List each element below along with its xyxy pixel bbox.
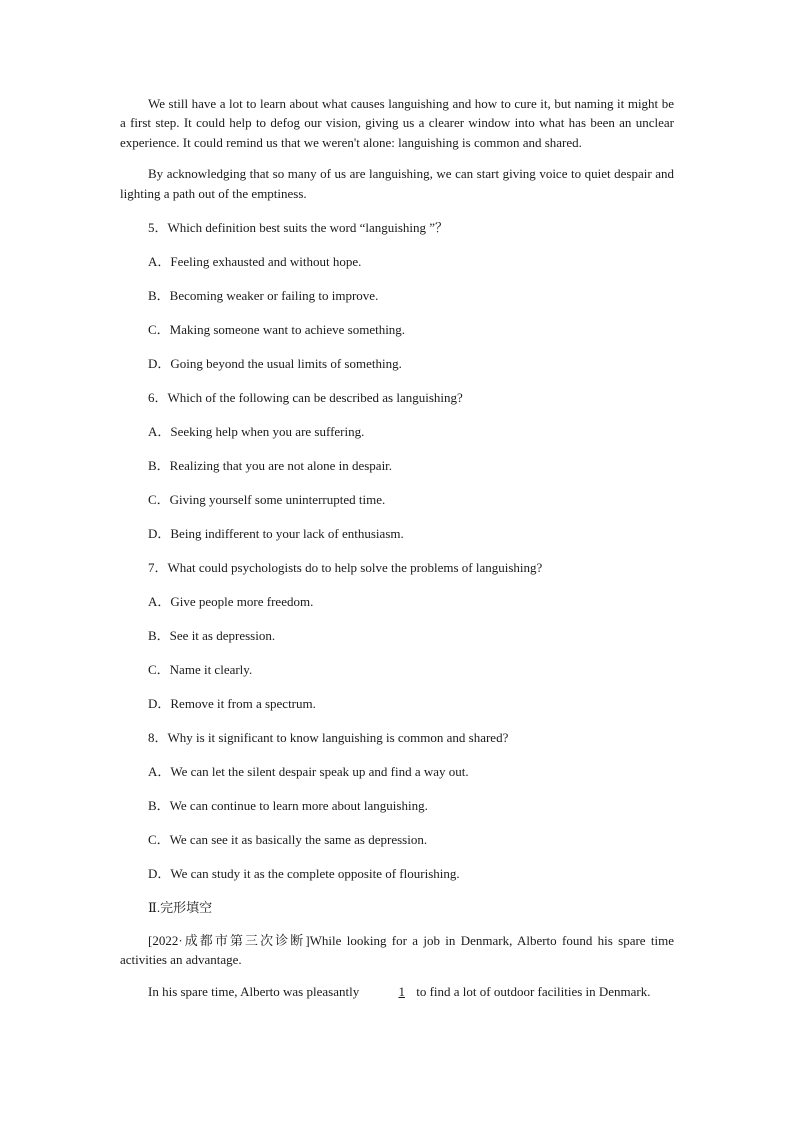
cloze-text-after: to find a lot of outdoor facilities in Denmark. <box>412 983 651 999</box>
option-c: C．Making someone want to achieve something. <box>148 321 406 337</box>
option-b: B．Realizing that you are not alone in despair. <box>148 457 393 473</box>
option-b: B．Becoming weaker or failing to improve. <box>148 287 379 303</box>
cloze-first-line <box>120 982 674 1001</box>
question-stem: 8．Why is it significant to know languishing is common and shared? <box>148 729 509 745</box>
question-8 <box>120 728 674 883</box>
passage-paragraph-1: We still have a lot to learn about what causes languishing and how to cure it, but naming it might be a first step. It could help to defog our vision, giving us a clearer window into what has been an unclear experience. It could remind us that we weren't alone: languishing is common and shared. <box>120 96 674 150</box>
question-stem: 7．What could psychologists do to help solve the problems of languishing? <box>148 559 543 575</box>
option-a: A．Seeking help when you are suffering. <box>148 423 365 439</box>
option-d: D．We can study it as the complete opposite of flourishing. <box>148 865 460 881</box>
option-d: D．Remove it from a spectrum. <box>148 695 316 711</box>
cloze-blank-1: 1 <box>398 983 405 999</box>
option-a: A．Give people more freedom. <box>148 593 314 609</box>
option-d: D．Going beyond the usual limits of something. <box>148 355 402 371</box>
cloze-intro-paragraph: [2022·成都市第三次诊断]While looking for a job in Denmark, Alberto found his spare time activities an advantage. <box>120 933 674 968</box>
document-page <box>120 94 674 1001</box>
option-b: B．We can continue to learn more about languishing. <box>148 797 428 813</box>
question-stem: 5．Which definition best suits the word “languishing ”？ <box>148 219 449 235</box>
option-c: C．We can see it as basically the same as depression. <box>148 831 428 847</box>
cloze-text-before: In his spare time, Alberto was pleasantly <box>148 983 363 999</box>
option-d: D．Being indifferent to your lack of enthusiasm. <box>148 525 404 541</box>
option-a: A．Feeling exhausted and without hope. <box>148 253 362 269</box>
question-5 <box>120 218 674 373</box>
option-c: C．Giving yourself some uninterrupted time. <box>148 491 386 507</box>
option-a: A．We can let the silent despair speak up and find a way out. <box>148 763 469 779</box>
section-heading: Ⅱ.完形填空 <box>148 899 213 915</box>
passage-paragraph-2: By acknowledging that so many of us are languishing, we can start giving voice to quiet despair and lighting a path out of the emptiness. <box>120 166 674 201</box>
question-6 <box>120 388 674 543</box>
option-c: C．Name it clearly. <box>148 661 253 677</box>
question-7 <box>120 558 674 713</box>
question-stem: 6．Which of the following can be described as languishing? <box>148 389 463 405</box>
option-b: B．See it as depression. <box>148 627 276 643</box>
reading-passage <box>120 94 674 203</box>
cloze-passage <box>120 931 674 1001</box>
